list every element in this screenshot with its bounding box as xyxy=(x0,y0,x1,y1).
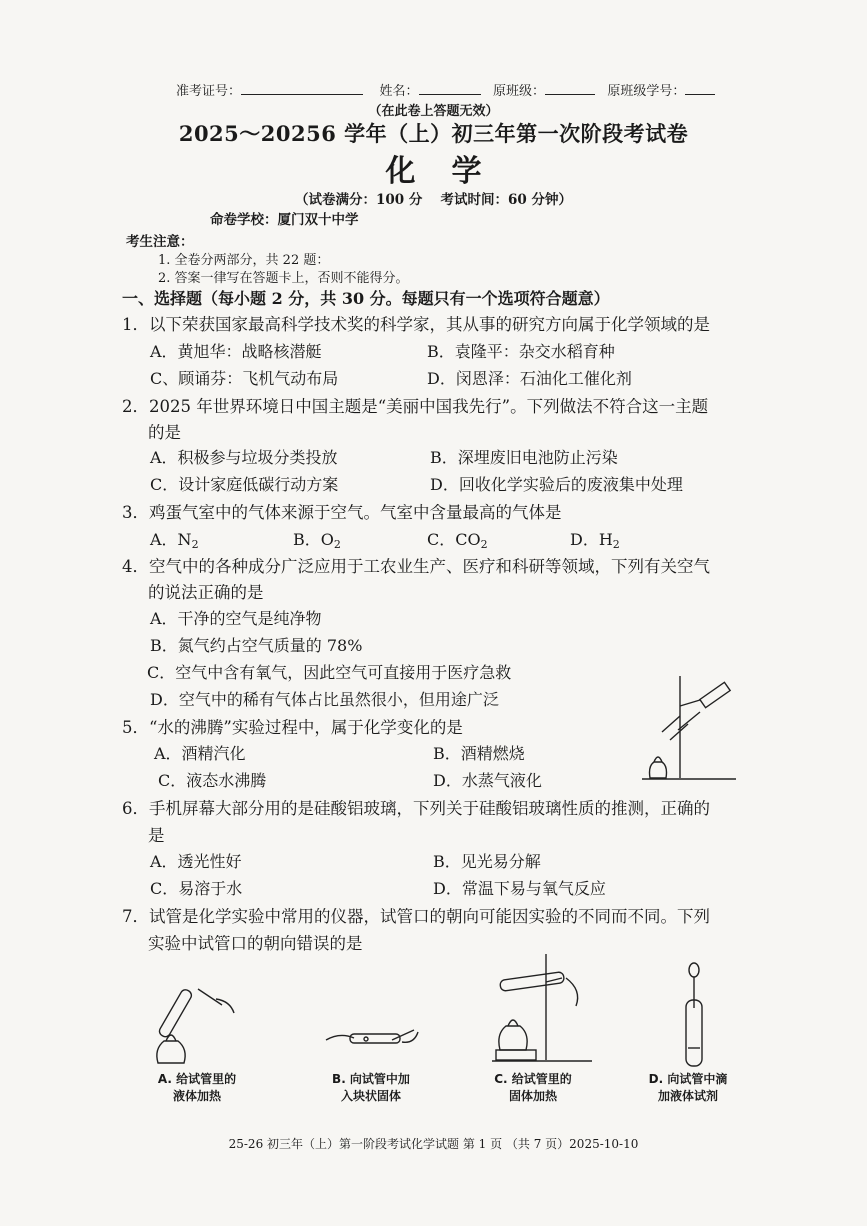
seat-label: 原班级学号： xyxy=(607,84,686,99)
q4-option-a: A．干净的空气是纯净物 xyxy=(150,609,322,628)
q4-stem-line1: 4．空气中的各种成分广泛应用于工农业生产、医疗和科研等领域，下列有关空气 xyxy=(122,557,710,576)
caption-d: D. 向试管中滴 加液体试剂 xyxy=(648,1072,728,1103)
q6-option-d: D．常温下易与氧气反应 xyxy=(433,879,606,898)
q6-option-b: B．见光易分解 xyxy=(433,852,541,871)
q2-option-b: B．深埋废旧电池防止污染 xyxy=(430,448,618,467)
q5-option-d: D．水蒸气液化 xyxy=(433,771,542,790)
q1-option-a: A．黄旭华：战略核潜艇 xyxy=(150,342,322,361)
figure-c-heating-solid xyxy=(486,950,596,1066)
class-label: 原班级： xyxy=(492,84,545,99)
q6-stem-line1: 6．手机屏幕大部分用的是硅酸铝玻璃，下列关于硅酸铝玻璃性质的推测，正确的 xyxy=(122,799,710,818)
q2-stem-line1: 2．2025 年世界环境日中国主题是“美丽中国我先行”。下列做法不符合这一主题 xyxy=(122,397,709,416)
subject-title: 化学 xyxy=(385,154,518,189)
q6-stem-line2: 是 xyxy=(148,826,165,845)
q2-stem-line2: 的是 xyxy=(148,423,181,442)
ticket-blank xyxy=(241,82,363,95)
q6-option-c: C．易溶于水 xyxy=(150,879,243,898)
school-line: 命卷学校：厦门双十中学 xyxy=(210,212,359,228)
q2-option-a: A．积极参与垃圾分类投放 xyxy=(150,448,338,467)
q2-option-c: C．设计家庭低碳行动方案 xyxy=(150,475,339,494)
q1-option-d: D．闵恩泽：石油化工催化剂 xyxy=(427,369,632,388)
q3-option-c: C．$CO_2$ xyxy=(427,530,488,551)
q3-option-a: A．$N_2$ xyxy=(150,530,199,551)
q5-option-c: C．液态水沸腾 xyxy=(158,771,267,790)
q2-option-d: D．回收化学实验后的废液集中处理 xyxy=(430,475,683,494)
figure-d-dropping-liquid xyxy=(676,962,716,1070)
name-blank xyxy=(419,82,481,95)
q3-stem: 3．鸡蛋气室中的气体来源于空气。气室中含量最高的气体是 xyxy=(122,503,562,522)
page-footer: 25-26 初三年（上）第一阶段考试化学试题 第 1 页 （共 7 页）2025-10-10 xyxy=(228,1137,639,1151)
caption-b: B. 向试管中加 入块状固体 xyxy=(332,1072,410,1103)
q7-stem-line2: 实验中试管口的朝向错误的是 xyxy=(148,934,363,953)
class-blank xyxy=(545,82,595,95)
section-heading: 一、选择题（每小题 2 分，共 30 分。每题只有一个选项符合题意） xyxy=(122,289,610,308)
notice-title: 考生注意： xyxy=(126,234,194,250)
q3-option-b: B．$O_2$ xyxy=(293,530,341,551)
q6-option-a: A．透光性好 xyxy=(150,852,242,871)
q7-stem-line1: 7．试管是化学实验中常用的仪器，试管口的朝向可能因实验的不同而不同。下列 xyxy=(122,907,710,926)
q4-option-d: D．空气中的稀有气体占比虽然很小，但用途广泛 xyxy=(150,690,499,709)
figure-a-heating-liquid xyxy=(150,975,240,1065)
caption-c: C. 给试管里的 固体加热 xyxy=(494,1072,572,1103)
q1-option-c: C、顾诵芬：飞机气动布局 xyxy=(150,369,339,388)
notice-item-1: 1. 全卷分两部分，共 22 题： xyxy=(158,253,330,268)
candidate-info-line xyxy=(176,80,715,99)
notice-item-2: 2. 答案一律写在答题卡上，否则不能得分。 xyxy=(158,271,409,286)
q4-stem-line2: 的说法正确的是 xyxy=(148,583,264,602)
q5-stem: 5．“水的沸腾”实验过程中，属于化学变化的是 xyxy=(122,718,463,737)
seat-blank xyxy=(685,82,715,95)
q5-option-a: A．酒精汽化 xyxy=(154,744,246,763)
q4-option-b: B．氮气约占空气质量的 78% xyxy=(150,636,363,655)
q1-option-b: B．袁隆平：杂交水稻育种 xyxy=(427,342,615,361)
q4-option-c: C．空气中含有氧气，因此空气可直接用于医疗急救 xyxy=(147,663,512,682)
q5-option-b: B．酒精燃烧 xyxy=(433,744,525,763)
exam-title: 2025～20256 学年（上）初三年第一次阶段考试卷 xyxy=(178,121,689,146)
ticket-label: 准考证号： xyxy=(176,84,242,99)
name-label: 姓名： xyxy=(379,84,419,99)
boiling-apparatus-figure xyxy=(640,672,740,784)
exam-meta: （试卷满分：100 分 考试时间：60 分钟） xyxy=(294,192,573,208)
q1-stem: 1．以下荣获国家最高科学技术奖的科学家，其从事的研究方向属于化学领域的是 xyxy=(122,315,710,334)
caption-a: A. 给试管里的 液体加热 xyxy=(157,1072,237,1103)
q3-option-d: D．$H_2$ xyxy=(570,530,620,551)
invalid-note: （在此卷上答题无效） xyxy=(368,104,499,119)
figure-b-adding-solid xyxy=(322,1020,422,1060)
